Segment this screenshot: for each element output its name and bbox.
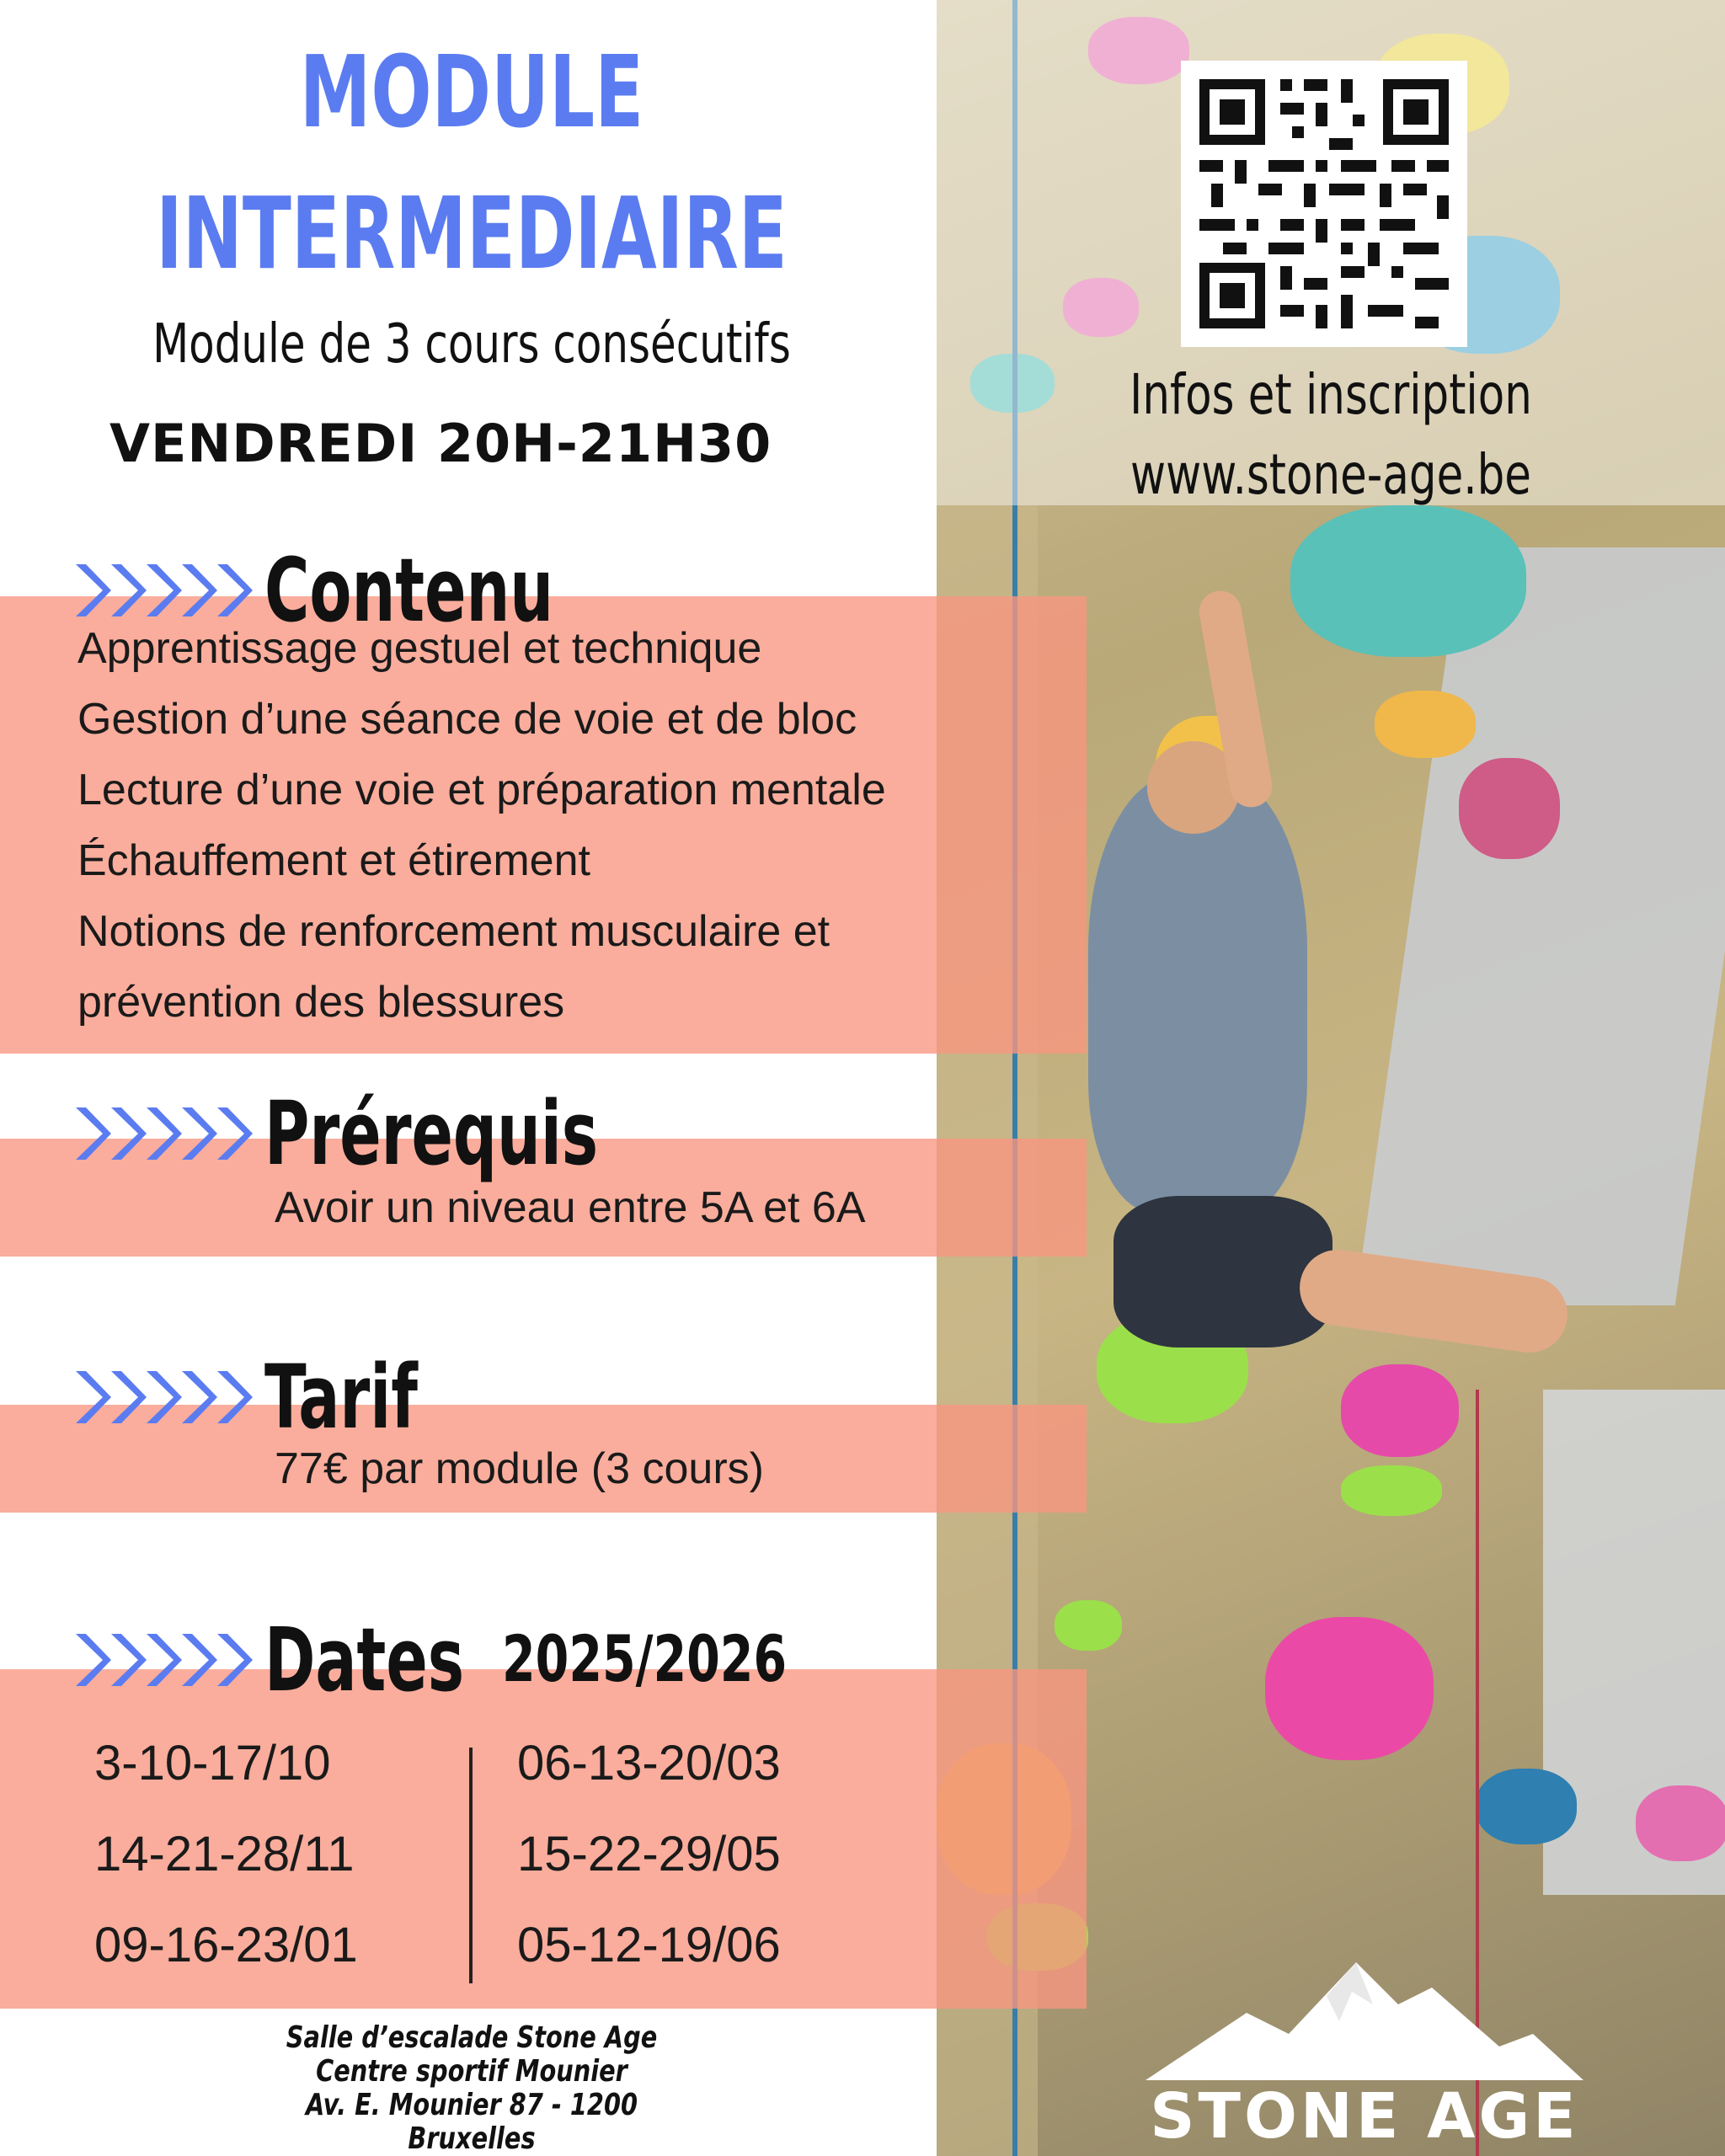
title-line-1: MODULE (299, 34, 644, 150)
contenu-item: Lecture d’une voie et préparation mentale (77, 766, 886, 814)
title-line-2: INTERMEDIAIRE (156, 175, 788, 291)
dates-divider (469, 1748, 473, 1983)
contenu-item: Gestion d’une séance de voie et de bloc (77, 695, 857, 744)
tarif-text: 77€ par module (3 cours) (275, 1444, 764, 1493)
date-item: 05-12-19/06 (517, 1918, 781, 1972)
section-prerequis-heading (72, 1082, 741, 1185)
website-link[interactable]: www.stone-age.be (1130, 442, 1531, 507)
date-item: 3-10-17/10 (94, 1736, 331, 1790)
contenu-item: Notions de renforcement musculaire et (77, 907, 830, 956)
mountain-logo-icon (1146, 1954, 1583, 2080)
date-item: 09-16-23/01 (94, 1918, 358, 1972)
dates-left-column (94, 1718, 358, 1991)
section-dates-heading (72, 1609, 550, 1711)
info-line-1: Infos et inscription (1130, 362, 1532, 427)
contenu-list (77, 613, 886, 1038)
prerequis-text: Avoir un niveau entre 5A et 6A (275, 1183, 866, 1232)
chevrons-right-icon (72, 1368, 249, 1427)
qr-code-box[interactable] (1181, 61, 1467, 347)
chevrons-right-icon (72, 561, 249, 620)
section-contenu-title: Contenu (264, 539, 554, 642)
logo-text: STONE AGE (1150, 2080, 1579, 2153)
dates-right-column (517, 1718, 781, 1991)
footer-address (256, 2021, 687, 2156)
date-item: 14-21-28/11 (94, 1827, 355, 1881)
qr-code-icon (1181, 61, 1467, 347)
schedule: VENDREDI 20H-21H30 (109, 413, 772, 474)
footer-line: Centre sportif Mounier (316, 2054, 628, 2089)
contenu-item: Échauffement et étirement (77, 836, 590, 885)
chevrons-right-icon (72, 1630, 249, 1689)
date-item: 15-22-29/05 (517, 1827, 781, 1881)
contenu-item: prévention des blessures (77, 978, 565, 1027)
footer-line: Av. E. Mounier 87 - 1200 Bruxelles (305, 2088, 638, 2156)
section-tarif-title: Tarif (264, 1346, 418, 1449)
section-dates-title: Dates (264, 1609, 465, 1711)
stone-age-logo (1146, 1954, 1583, 2153)
date-item: 06-13-20/03 (517, 1736, 781, 1790)
footer-line: Salle d’escalade Stone Age (286, 2020, 658, 2055)
dates-season: 2025/2026 (502, 1621, 788, 1696)
contenu-item: Apprentissage gestuel et technique (77, 624, 762, 673)
section-prerequis-title: Prérequis (264, 1082, 599, 1185)
subtitle: Module de 3 cours consécutifs (152, 313, 791, 376)
chevrons-right-icon (72, 1104, 249, 1163)
